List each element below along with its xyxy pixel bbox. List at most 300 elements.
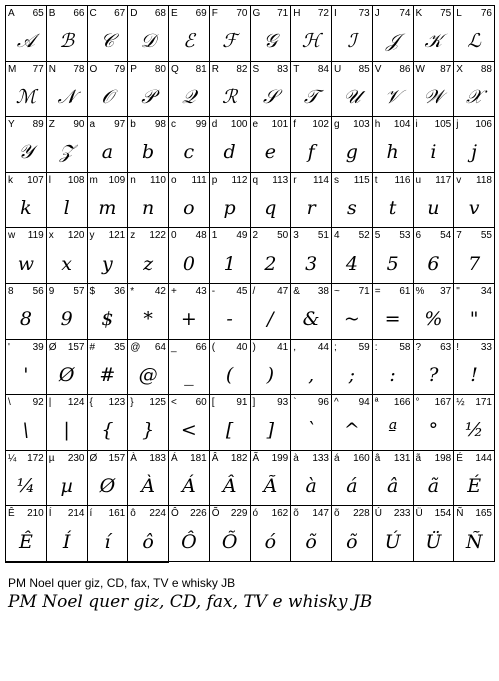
glyph-cell — [291, 395, 332, 451]
cell-glyph: 𝒢 — [263, 30, 278, 53]
cell-char-label: 8 — [8, 285, 14, 297]
cell-header — [90, 119, 126, 130]
glyph-cell — [169, 62, 210, 118]
cell-glyph: à — [305, 475, 317, 498]
cell-code-label: 133 — [312, 452, 329, 464]
cell-glyph: ' — [23, 363, 29, 386]
glyph-cell — [454, 395, 495, 451]
cell-glyph: " — [469, 308, 479, 331]
cell-char-label: w — [8, 230, 16, 242]
cell-glyph: @ — [138, 363, 158, 386]
glyph-cell — [454, 506, 495, 562]
cell-code-label: 56 — [32, 285, 44, 297]
cell-char-label: ª — [374, 397, 379, 409]
cell-glyph: m — [98, 197, 117, 220]
cell-glyph: z — [143, 252, 154, 275]
cell-header — [334, 64, 370, 75]
cell-glyph: 7 — [468, 252, 481, 275]
cell-code-label: 144 — [475, 452, 492, 464]
cell-char-label: " — [456, 285, 460, 297]
cell-char-label: : — [374, 341, 378, 353]
cell-header — [212, 119, 248, 130]
glyph-cell — [128, 395, 169, 451]
cell-char-label: c — [171, 119, 176, 131]
cell-header — [171, 230, 207, 241]
glyph-cell — [128, 173, 169, 229]
cell-char-label: ' — [8, 341, 10, 353]
glyph-cell — [454, 173, 495, 229]
cell-header — [253, 453, 289, 464]
glyph-cell — [454, 340, 495, 396]
cell-glyph: ℒ — [467, 30, 481, 53]
cell-header — [130, 508, 166, 519]
cell-char-label: ? — [415, 341, 422, 353]
cell-glyph: / — [267, 308, 274, 331]
glyph-cell — [291, 451, 332, 507]
cell-code-label: 111 — [191, 174, 207, 186]
glyph-cell — [414, 173, 455, 229]
glyph-cell — [88, 228, 129, 284]
cell-header — [171, 175, 207, 186]
glyph-cell — [47, 117, 88, 173]
cell-header — [293, 342, 329, 353]
cell-char-label: t — [374, 174, 378, 186]
cell-char-label: $ — [89, 285, 96, 297]
cell-char-label: + — [171, 285, 177, 297]
cell-code-label: 120 — [67, 230, 85, 242]
cell-code-label: 51 — [317, 230, 329, 242]
cell-code-label: 100 — [230, 119, 248, 131]
cell-char-label: | — [48, 397, 52, 409]
cell-header — [253, 342, 289, 353]
cell-char-label: s — [334, 174, 339, 186]
cell-char-label: v — [456, 174, 462, 186]
cell-glyph: h — [386, 141, 399, 164]
cell-char-label: T — [293, 63, 300, 75]
glyph-cell — [210, 6, 251, 62]
cell-header — [456, 8, 492, 19]
cell-header — [212, 453, 248, 464]
cell-char-label: K — [415, 8, 423, 19]
cell-header — [253, 397, 289, 408]
cell-header — [171, 286, 207, 297]
cell-header — [130, 453, 166, 464]
cell-header — [8, 119, 44, 130]
cell-code-label: 124 — [67, 397, 85, 409]
cell-char-label: [ — [211, 397, 215, 409]
cell-glyph: u — [427, 197, 440, 220]
cell-code-label: 71 — [277, 8, 289, 19]
cell-header — [171, 64, 207, 75]
cell-header — [416, 175, 452, 186]
cell-glyph: Ø — [99, 475, 116, 498]
cell-glyph: ) — [266, 363, 275, 386]
cell-glyph: 𝒩 — [57, 85, 76, 108]
cell-glyph: x — [61, 252, 72, 275]
cell-char-label: Á — [171, 452, 178, 464]
cell-glyph: ℳ — [15, 85, 37, 108]
cell-header — [456, 342, 492, 353]
glyph-cell — [169, 451, 210, 507]
glyph-cell — [414, 117, 455, 173]
cell-header — [212, 397, 248, 408]
cell-char-label: = — [374, 285, 381, 297]
cell-code-label: 171 — [475, 397, 492, 409]
cell-glyph: c — [183, 141, 195, 164]
cell-header — [49, 342, 85, 353]
cell-header — [130, 342, 166, 353]
cell-glyph: 1 — [223, 252, 236, 275]
glyph-cell — [454, 451, 495, 507]
glyph-cell — [454, 6, 495, 62]
cell-glyph: õ — [346, 530, 358, 553]
cell-glyph: 𝒞 — [100, 30, 115, 53]
cell-header — [8, 508, 44, 519]
cell-code-label: 40 — [236, 341, 248, 353]
glyph-cell — [414, 395, 455, 451]
cell-code-label: 198 — [434, 452, 452, 464]
cell-glyph: µ — [60, 475, 73, 498]
glyph-cell — [373, 6, 414, 62]
cell-char-label: ½ — [456, 397, 465, 409]
glyph-cell — [88, 284, 129, 340]
cell-char-label: Ô — [171, 508, 179, 520]
cell-header — [49, 64, 85, 75]
cell-code-label: 226 — [190, 508, 207, 520]
cell-header — [212, 286, 248, 297]
cell-char-label: @ — [130, 341, 141, 353]
cell-char-label: Z — [48, 119, 55, 131]
cell-glyph: * — [143, 308, 153, 331]
glyph-cell — [332, 340, 373, 396]
cell-code-label: 47 — [277, 285, 289, 297]
cell-header — [293, 8, 329, 19]
glyph-cell — [414, 284, 455, 340]
cell-glyph: r — [306, 197, 316, 220]
cell-code-label: 70 — [236, 8, 248, 19]
cell-glyph: 𝒵 — [59, 141, 74, 164]
cell-code-label: 161 — [108, 508, 126, 520]
cell-code-label: 88 — [480, 63, 492, 75]
cell-char-label: ] — [252, 397, 256, 409]
cell-glyph: < — [180, 419, 197, 442]
cell-code-label: 76 — [480, 8, 492, 19]
cell-char-label: Ø — [89, 452, 98, 464]
glyph-cell — [88, 506, 129, 562]
cell-code-label: 77 — [32, 63, 44, 75]
glyph-cell — [210, 228, 251, 284]
cell-header — [253, 175, 289, 186]
cell-code-label: 89 — [32, 119, 44, 131]
cell-code-label: 96 — [317, 397, 329, 409]
cell-code-label: 72 — [317, 8, 329, 19]
cell-header — [212, 64, 248, 75]
cell-code-label: 86 — [399, 63, 411, 75]
cell-code-label: 55 — [480, 230, 492, 242]
cell-code-label: 160 — [353, 452, 370, 464]
cell-header — [456, 286, 492, 297]
cell-char-label: % — [415, 285, 425, 297]
glyph-cell — [210, 62, 251, 118]
cell-glyph: Í — [62, 530, 71, 553]
cell-header — [8, 8, 44, 19]
cell-header — [416, 119, 452, 130]
cell-code-label: 172 — [27, 452, 44, 464]
glyph-cell — [88, 451, 129, 507]
cell-header — [8, 453, 44, 464]
cell-char-label: ) — [252, 341, 256, 353]
cell-char-label: á — [334, 452, 340, 464]
cell-char-label: P — [130, 63, 137, 75]
cell-code-label: 60 — [195, 397, 207, 409]
cell-code-label: 81 — [195, 63, 207, 75]
glyph-cell — [169, 284, 210, 340]
cell-glyph: 8 — [19, 308, 32, 331]
cell-glyph: - — [226, 308, 233, 331]
cell-char-label: e — [252, 119, 259, 131]
cell-code-label: 113 — [272, 174, 289, 186]
cell-char-label: O — [89, 63, 98, 75]
cell-glyph: Ü — [425, 530, 442, 553]
cell-glyph: ] — [266, 419, 275, 442]
cell-char-label: É — [456, 452, 463, 464]
glyph-cell — [6, 562, 47, 563]
cell-code-label: 94 — [358, 397, 370, 409]
cell-char-label: f — [293, 119, 297, 131]
cell-glyph: ℱ — [222, 30, 238, 53]
glyph-cell — [251, 173, 292, 229]
cell-header — [253, 119, 289, 130]
cell-char-label: Q — [171, 63, 179, 75]
cell-header — [456, 64, 492, 75]
cell-code-label: 44 — [317, 341, 329, 353]
glyph-cell — [414, 340, 455, 396]
cell-glyph: % — [424, 308, 443, 331]
cell-header — [8, 175, 44, 186]
cell-glyph: Ã — [263, 475, 278, 498]
cell-char-label: < — [171, 397, 177, 409]
glyph-cell — [210, 284, 251, 340]
cell-header — [130, 397, 166, 408]
cell-code-label: 91 — [236, 397, 248, 409]
cell-code-label: 93 — [277, 397, 289, 409]
cell-glyph: 9 — [60, 308, 73, 331]
cell-code-label: 90 — [73, 119, 85, 131]
cell-code-label: 99 — [195, 119, 207, 131]
cell-char-label: # — [89, 341, 96, 353]
cell-code-label: 61 — [399, 285, 411, 297]
cell-code-label: 41 — [277, 341, 289, 353]
cell-glyph: b — [142, 141, 155, 164]
glyph-cell — [169, 506, 210, 562]
cell-header — [416, 230, 452, 241]
glyph-cell — [251, 284, 292, 340]
cell-header — [375, 8, 411, 19]
cell-char-label: ; — [334, 341, 337, 353]
glyph-cell — [6, 451, 47, 507]
cell-header — [293, 508, 329, 519]
cell-glyph: [ — [225, 419, 234, 442]
cell-header — [8, 230, 44, 241]
cell-header — [416, 8, 452, 19]
glyph-cell — [414, 228, 455, 284]
glyph-cell — [210, 451, 251, 507]
cell-char-label: 5 — [374, 230, 381, 242]
cell-char-label: y — [89, 230, 95, 242]
glyph-cell — [373, 173, 414, 229]
cell-char-label: d — [211, 119, 218, 131]
cell-header — [90, 175, 126, 186]
glyph-cell — [251, 451, 292, 507]
cell-code-label: 97 — [114, 119, 126, 131]
cell-code-label: 36 — [114, 285, 126, 297]
glyph-cell — [373, 284, 414, 340]
glyph-cell — [454, 284, 495, 340]
cell-header — [253, 508, 289, 519]
glyph-cell — [169, 117, 210, 173]
glyph-cell — [128, 562, 169, 563]
cell-glyph: É — [467, 475, 482, 498]
cell-char-label: & — [293, 285, 300, 297]
glyph-cell — [454, 228, 495, 284]
cell-char-label: ° — [415, 397, 420, 409]
glyph-cell — [414, 451, 455, 507]
cell-header — [375, 508, 411, 519]
cell-code-label: 67 — [114, 8, 126, 19]
cell-code-label: 210 — [27, 508, 44, 520]
cell-glyph: e — [264, 141, 276, 164]
glyph-cell — [88, 562, 129, 563]
cell-code-label: 54 — [440, 230, 452, 242]
cell-code-label: 165 — [475, 508, 492, 520]
cell-header — [171, 119, 207, 130]
glyph-cell — [88, 117, 129, 173]
cell-glyph: 4 — [345, 252, 358, 275]
cell-glyph: Ú — [384, 530, 401, 553]
cell-char-label: E — [171, 8, 178, 19]
glyph-cell — [332, 284, 373, 340]
cell-char-label: U — [334, 63, 342, 75]
cell-code-label: 52 — [358, 230, 370, 242]
cell-char-label: N — [48, 63, 56, 75]
glyph-cell — [128, 117, 169, 173]
cell-glyph: ? — [428, 363, 439, 386]
cell-char-label: ^ — [334, 397, 339, 409]
cell-glyph: q — [264, 197, 277, 220]
glyph-cell — [6, 284, 47, 340]
cell-char-label: 7 — [456, 230, 462, 242]
cell-header — [90, 508, 126, 519]
cell-header — [171, 508, 207, 519]
cell-char-label: Ü — [415, 508, 423, 520]
glyph-cell — [6, 506, 47, 562]
glyph-cell — [88, 340, 129, 396]
cell-glyph: ℋ — [301, 30, 321, 53]
cell-glyph: + — [180, 308, 197, 331]
cell-char-label: * — [130, 285, 135, 297]
cell-char-label: , — [293, 341, 297, 353]
glyph-cell — [291, 228, 332, 284]
cell-char-label: g — [334, 119, 340, 131]
cell-code-label: 49 — [236, 230, 248, 242]
cell-glyph: w — [17, 252, 34, 275]
cell-glyph: s — [346, 197, 357, 220]
cell-glyph: â — [386, 475, 399, 498]
cell-char-label: G — [252, 8, 261, 19]
cell-glyph: 2 — [264, 252, 277, 275]
cell-char-label: Â — [211, 452, 219, 464]
cell-char-label: 2 — [252, 230, 259, 242]
cell-code-label: 167 — [434, 397, 452, 409]
cell-glyph: & — [302, 308, 320, 331]
cell-glyph: t — [388, 197, 397, 220]
glyph-cell — [373, 506, 414, 562]
cell-glyph: , — [308, 363, 315, 386]
cell-glyph: À — [141, 475, 155, 498]
cell-glyph: í — [104, 530, 111, 553]
cell-header — [8, 342, 44, 353]
cell-glyph: Ê — [18, 530, 33, 553]
cell-glyph: 𝒟 — [140, 30, 156, 53]
cell-char-label: 3 — [293, 230, 299, 242]
cell-glyph: \ — [22, 419, 30, 442]
cell-char-label: À — [130, 452, 137, 464]
glyph-cell — [47, 451, 88, 507]
cell-char-label: L — [456, 8, 462, 19]
cell-code-label: 105 — [434, 119, 452, 131]
cell-code-label: 214 — [67, 508, 85, 520]
cell-header — [416, 342, 452, 353]
glyph-cell — [169, 395, 210, 451]
cell-header — [8, 397, 44, 408]
cell-header — [212, 230, 248, 241]
cell-header — [375, 175, 411, 186]
cell-char-label: Ú — [374, 508, 382, 520]
cell-header — [293, 64, 329, 75]
glyph-cell — [373, 395, 414, 451]
glyph-cell — [210, 395, 251, 451]
cell-code-label: 157 — [67, 341, 85, 353]
glyph-cell — [332, 173, 373, 229]
cell-char-label: b — [130, 119, 136, 131]
cell-glyph: $ — [101, 308, 114, 331]
cell-code-label: 85 — [358, 63, 370, 75]
cell-char-label: k — [8, 174, 13, 186]
cell-char-label: } — [130, 397, 134, 409]
cell-header — [212, 175, 248, 186]
cell-code-label: 84 — [317, 63, 329, 75]
cell-header — [456, 175, 492, 186]
cell-header — [90, 342, 126, 353]
cell-code-label: 35 — [114, 341, 126, 353]
cell-glyph: 𝒯 — [303, 85, 319, 108]
cell-code-label: 154 — [434, 508, 452, 520]
glyph-cell — [47, 395, 88, 451]
cell-code-label: 229 — [230, 508, 248, 520]
cell-glyph: õ — [305, 530, 317, 553]
cell-header — [334, 8, 370, 19]
glyph-cell — [128, 6, 169, 62]
cell-glyph: ~ — [343, 308, 360, 331]
cell-char-label: p — [211, 174, 218, 186]
sample-text-plain: PM Noel quer giz, CD, fax, TV e whisky JB — [8, 576, 236, 590]
glyph-cell — [128, 451, 169, 507]
cell-glyph: _ — [184, 363, 194, 386]
glyph-cell — [128, 340, 169, 396]
glyph-cell — [210, 173, 251, 229]
cell-header — [8, 64, 44, 75]
glyph-cell — [414, 6, 455, 62]
